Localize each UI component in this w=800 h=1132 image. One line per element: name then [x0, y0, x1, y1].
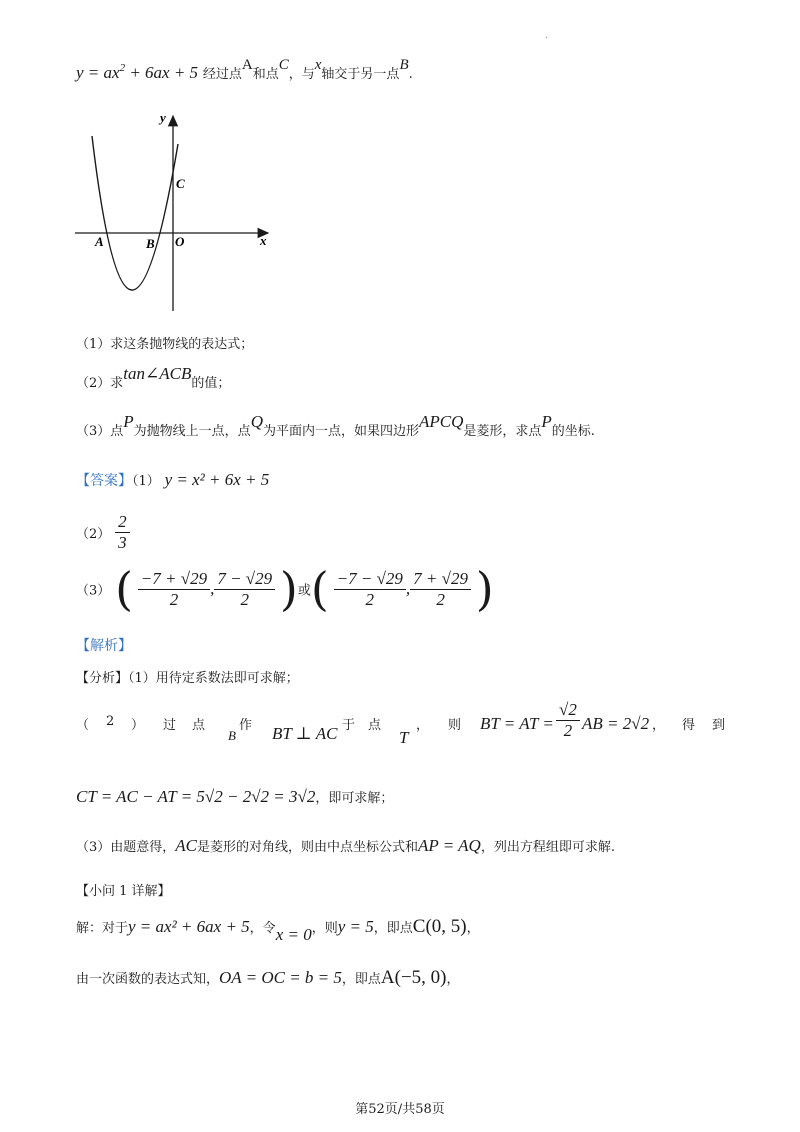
f2-word-9: 则 — [448, 718, 462, 733]
question-1: （1）求这条抛物线的表达式； — [76, 337, 254, 352]
intro-text-3: ，与 — [288, 67, 315, 82]
f3-ac: AC — [175, 836, 198, 855]
detail-line-1 — [76, 916, 480, 944]
answer-line-3: （3） ( $\frac{-7 + √29}{2}$ , $\frac{7 - √29}{2}$ )或( $\frac{-7 - √29}{2}$ , $\frac{7 + √29}{2}$ ) — [76, 562, 494, 616]
intro-line — [76, 57, 413, 83]
q2-prefix: （2）求 — [76, 376, 124, 391]
answer-3-p1-x — [138, 569, 210, 610]
fenxi-part-1: （1）用待定系数法即可求解； — [128, 671, 299, 686]
answer-2-fraction — [115, 512, 130, 553]
f2-ct-equation: CT = AC − AT = 5√2 − 2√2 = 3√2 — [76, 787, 316, 806]
answer-2-denominator: 3 — [118, 533, 127, 552]
detail-2-a: 由一次函数的表达式知， — [76, 972, 220, 987]
intro-text-1: 经过点 — [202, 67, 242, 82]
answer-3-p2-y-den: 2 — [436, 589, 445, 609]
f2-fraction — [556, 700, 580, 741]
parabola-curve — [92, 136, 178, 290]
detail-2-b: ，即点 — [341, 972, 381, 987]
q3-quadrilateral: APCQ — [418, 412, 464, 431]
intro-text-4: 轴交于另一点 — [321, 67, 400, 82]
fenxi-line-3 — [76, 787, 393, 807]
f3-part-a: （3）由题意得， — [76, 840, 176, 855]
detail-1-a: 解：对于 — [76, 921, 129, 936]
q3-mid-2: 为平面内一点，如果四边形 — [262, 424, 419, 439]
detail-1-equation: y = ax² + 6ax + 5 — [128, 917, 250, 936]
f2-equation-start: BT = AT = — [480, 714, 554, 733]
intro-equation: $y = ax^2 + 6ax + 5$ — [76, 62, 199, 82]
f2-word-6: 于 — [342, 718, 356, 733]
f2-word-11: 得 — [682, 718, 696, 733]
q3-mid-3: 是菱形，求点 — [463, 424, 542, 439]
answer-3-p1-y-den: 2 — [240, 589, 249, 609]
intro-point-b: B — [399, 57, 409, 73]
detail-1-b: ，令 — [249, 921, 276, 936]
answer-3-or: 或 — [297, 583, 311, 599]
f2-point-b: B — [228, 728, 236, 743]
detail-1-point-c: C(0, 5) — [412, 916, 467, 937]
detail-line-2 — [76, 967, 460, 989]
question-3 — [76, 412, 595, 439]
intro-text-2: 和点 — [252, 67, 279, 82]
q3-point-p: P — [123, 412, 134, 431]
x-axis-label: x — [260, 233, 267, 248]
f2-fraction-num: √2 — [556, 700, 580, 721]
answer-3-p2-x-den: 2 — [365, 589, 375, 609]
f3-part-c: ，列出方程组即可求解. — [480, 840, 615, 855]
answer-1-label: （1） — [132, 474, 160, 489]
answer-3-p1-y — [214, 569, 275, 610]
q3-prefix: （3）点 — [76, 424, 124, 439]
q2-suffix: 的值； — [191, 376, 231, 391]
parabola-graph — [70, 108, 280, 314]
detail-1-y5: y = 5 — [337, 917, 374, 936]
point-a-label: A — [95, 234, 104, 249]
f2-perpendicular: BT ⊥ AC — [272, 724, 338, 743]
analysis-tag: 【解析】 — [76, 638, 132, 654]
answer-3-label: （3） — [76, 583, 111, 599]
fenxi-line-1 — [76, 667, 299, 686]
detail-2-equation: OA = OC = b = 5 — [219, 968, 342, 987]
f3-part-b: 是菱形的对角线，则由中点坐标公式和 — [197, 840, 419, 855]
f2-word-10: ， — [652, 718, 666, 733]
detail-1-c: ，则 — [311, 921, 338, 936]
answer-3-p1-x-den: 2 — [169, 589, 179, 609]
intro-x-var: x — [314, 57, 322, 73]
point-c-label: C — [176, 176, 185, 191]
f2-point-t: T — [399, 728, 409, 747]
answer-2-label: （2） — [76, 527, 111, 542]
f2-word-0: （ — [76, 718, 90, 733]
point-b-label: B — [146, 236, 155, 251]
answer-3-p2-y-num: 7 + √29 — [410, 569, 471, 590]
answer-3-p2-x — [334, 569, 406, 610]
f2-word-4: 点 — [192, 718, 206, 733]
answer-3-p1-y-num: 7 − √29 — [214, 569, 275, 590]
intro-text-5: . — [408, 67, 413, 82]
f2-word-12: 到 — [712, 718, 726, 733]
f2-fraction-den: 2 — [563, 721, 573, 740]
answer-3-p2-y — [410, 569, 471, 610]
detail-2-c: ， — [446, 972, 460, 987]
f2-ct-end: ，即可求解； — [315, 791, 394, 806]
fenxi-tag: 【分析】 — [76, 671, 129, 686]
detail-2-point-a: A(−5, 0) — [380, 967, 447, 988]
fenxi-line-4 — [76, 836, 615, 856]
detail-1-e: ， — [466, 921, 480, 936]
page-footer: 第52页/共58页 — [355, 1102, 445, 1117]
intro-point-a: A — [241, 57, 253, 73]
detail-1-x0: x = 0 — [275, 925, 312, 944]
q3-mid-1: 为抛物线上一点，点 — [133, 424, 251, 439]
f3-equation: AP = AQ — [418, 836, 481, 855]
answer-tag: 【答案】 — [76, 473, 132, 489]
q2-expression: tan∠ACB — [123, 364, 192, 383]
answer-line-1 — [76, 470, 269, 490]
answer-line-2 — [76, 512, 130, 553]
f2-word-8: ， — [416, 718, 430, 733]
corner-mark: . — [545, 30, 549, 41]
q3-end: 的坐标. — [551, 424, 595, 439]
answer-3-p1-x-num: −7 + √29 — [138, 569, 210, 590]
intro-point-c: C — [278, 57, 289, 73]
question-2 — [76, 364, 231, 391]
f2-word-3: 过 — [163, 718, 177, 733]
detail-1-d: ，即点 — [373, 921, 413, 936]
f2-equation-rest: AB = 2√2 — [582, 714, 650, 733]
f2-word-1: 2 — [106, 714, 115, 729]
q3-point-q: Q — [250, 412, 263, 431]
f2-word-7: 点 — [368, 718, 382, 733]
y-axis-label: y — [160, 110, 166, 125]
f2-word-2: ） — [131, 718, 145, 733]
answer-3-p2-x-num: −7 − √29 — [334, 569, 406, 590]
answer-1-expression: y = x² + 6x + 5 — [164, 470, 270, 489]
origin-label: O — [175, 234, 185, 249]
answer-2-numerator: 2 — [115, 512, 130, 533]
f2-word-5: 作 — [239, 718, 253, 733]
q3-point-p-2: P — [541, 412, 552, 431]
detail-tag: 【小问 1 详解】 — [76, 884, 171, 899]
